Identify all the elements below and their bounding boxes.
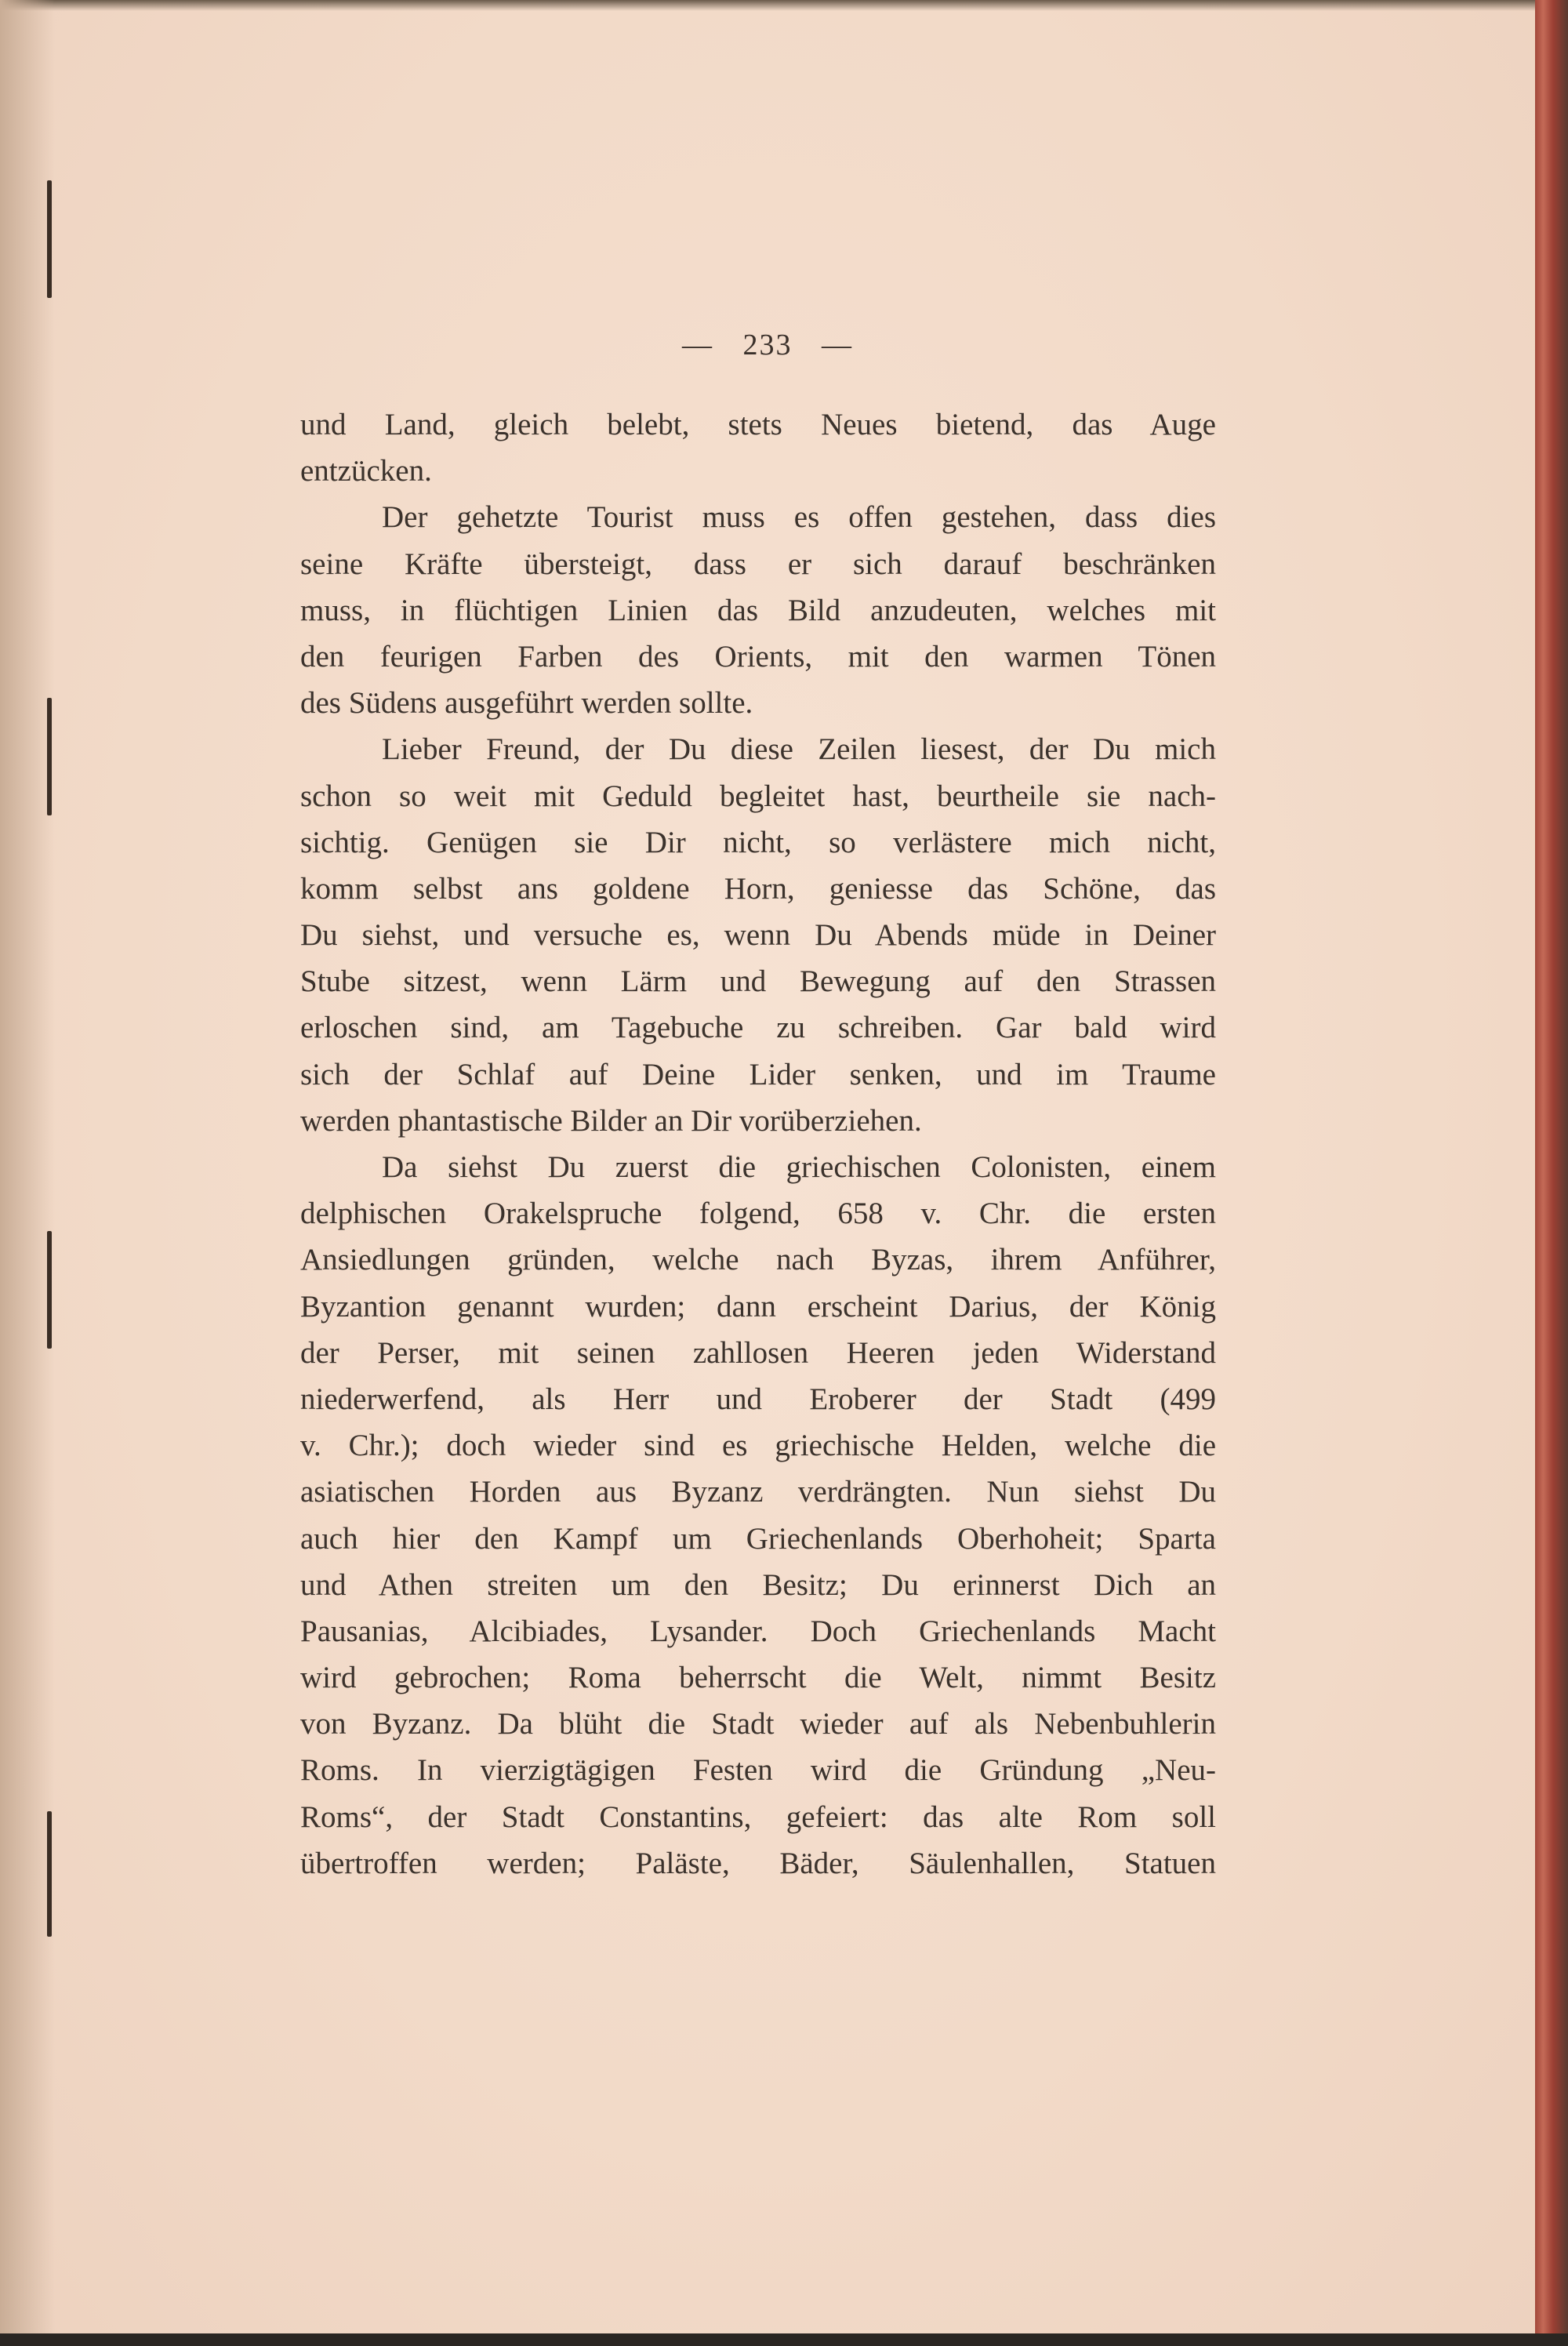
header-dash-left: — (682, 329, 713, 361)
text-line: Ansiedlungen gründen, welche nach Byzas, ihrem Anführer, (300, 1243, 1216, 1277)
text-line: niederwerfend, als Herr und Eroberer der Stadt (499 (300, 1382, 1216, 1416)
text-line: Der gehetzte Tourist muss es offen gestehen, dass dies (382, 500, 1216, 535)
text-line: erloschen sind, am Tagebuche zu schreiben. Gar bald wird (300, 1011, 1216, 1045)
text-line: den feurigen Farben des Orients, mit den warmen Tönen (300, 639, 1216, 674)
text-line: Pausanias, Alcibiades, Lysander. Doch Griechenlands Macht (300, 1614, 1216, 1648)
text-line: schon so weit mit Geduld begleitet hast, beurtheile sie nach- (300, 779, 1216, 813)
text-line: Roms. In vierzigtägigen Festen wird die Gründung „Neu- (300, 1753, 1216, 1788)
text-line: entzücken. (300, 454, 432, 488)
binding-thread-mark (47, 180, 52, 298)
binding-thread-mark (47, 1811, 52, 1937)
text-line: sich der Schlaf auf Deine Lider senken, und im Traume (300, 1057, 1216, 1091)
binding-thread-mark (47, 1231, 52, 1349)
text-line: Da siehst Du zuerst die griechischen Colonisten, einem (382, 1150, 1216, 1184)
text-line: wird gebrochen; Roma beherrscht die Welt, nimmt Besitz (300, 1661, 1216, 1695)
binding-thread-mark (47, 698, 52, 815)
text-line: werden phantastische Bilder an Dir vorüberziehen. (300, 1103, 922, 1138)
scan-bottom-edge (0, 2333, 1568, 2346)
text-line: von Byzanz. Da blüht die Stadt wieder auf als Nebenbuhlerin (300, 1707, 1216, 1741)
text-line: übertroffen werden; Paläste, Bäder, Säulenhallen, Statuen (300, 1846, 1216, 1880)
text-line: muss, in flüchtigen Linien das Bild anzudeuten, welches mit (300, 593, 1216, 627)
page-number: 233 (742, 329, 793, 361)
text-line: Lieber Freund, der Du diese Zeilen liesest, der Du mich (382, 732, 1216, 767)
text-line: sichtig. Genügen sie Dir nicht, so verlästere mich nicht, (300, 825, 1216, 859)
text-line: Byzantion genannt wurden; dann erscheint Darius, der König (300, 1289, 1216, 1324)
running-header (0, 328, 1535, 362)
text-line: des Südens ausgeführt werden sollte. (300, 686, 753, 721)
text-line: asiatischen Horden aus Byzanz verdrängten. Nun siehst Du (300, 1475, 1216, 1509)
text-line: der Perser, mit seinen zahllosen Heeren jeden Widerstand (300, 1335, 1216, 1370)
page-edge-red (1535, 0, 1568, 2346)
text-line: Du siehst, und versuche es, wenn Du Abends müde in Deiner (300, 918, 1216, 953)
text-line: delphischen Orakelspruche folgend, 658 v. Chr. die ersten (300, 1197, 1216, 1231)
page-top-shadow (0, 0, 1535, 11)
text-line: Stube sitzest, wenn Lärm und Bewegung auf den Strassen (300, 964, 1216, 999)
text-line: und Land, gleich belebt, stets Neues bietend, das Auge (300, 408, 1216, 441)
body-text (300, 401, 1216, 1887)
text-line: komm selbst ans goldene Horn, geniesse das Schöne, das (300, 871, 1216, 906)
text-line: auch hier den Kampf um Griechenlands Oberhoheit; Sparta (300, 1521, 1216, 1556)
text-line: v. Chr.); doch wieder sind es griechische Helden, welche die (300, 1429, 1216, 1463)
text-line: und Athen streiten um den Besitz; Du erinnerst Dich an (300, 1567, 1216, 1602)
header-dash-right: — (822, 329, 853, 361)
text-line: seine Kräfte übersteigt, dass er sich darauf beschränken (300, 547, 1216, 581)
text-line: Roms“, der Stadt Constantins, gefeiert: das alte Rom soll (300, 1799, 1216, 1834)
